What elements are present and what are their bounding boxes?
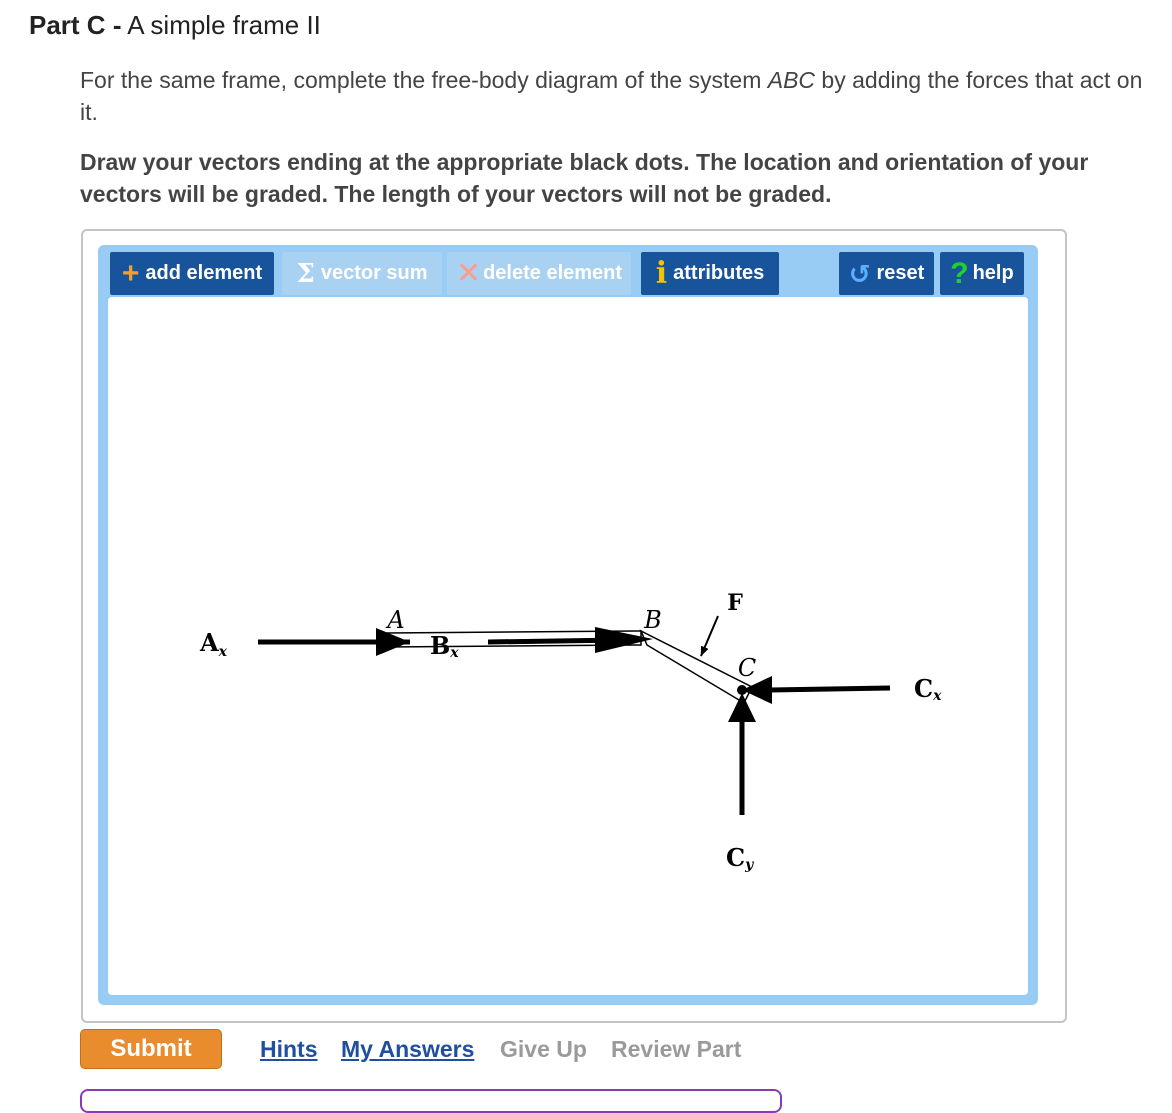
add-element-label: add element <box>145 262 263 284</box>
label-cy-main: C <box>726 843 746 872</box>
label-point-c: C <box>737 654 757 682</box>
description-after: by adding the forces that act on it. <box>80 67 1143 125</box>
label-ax-sub: x <box>218 644 227 660</box>
sigma-icon: Σ <box>296 258 315 289</box>
description-before: For the same frame, complete the free-body diagram of the system <box>80 67 768 93</box>
my-answers-link[interactable]: My Answers <box>341 1036 475 1062</box>
label-ax-main: A <box>200 628 219 657</box>
label-cx <box>914 674 942 704</box>
part-separator: - <box>112 10 122 40</box>
label-cx-main: C <box>914 674 934 703</box>
question-icon: ? <box>950 256 969 290</box>
submit-button[interactable]: Submit <box>80 1029 222 1069</box>
description-emphasis: ABC <box>767 67 816 93</box>
reset-label: reset <box>876 262 925 284</box>
vector-cx[interactable] <box>770 688 890 690</box>
label-point-b: B <box>644 606 662 634</box>
label-cy-sub: y <box>745 857 754 873</box>
label-f: F <box>727 590 743 616</box>
label-cy <box>726 843 754 873</box>
part-label: Part C <box>29 10 106 40</box>
attributes-label: attributes <box>673 262 765 284</box>
plus-icon: + <box>121 256 140 290</box>
label-ax <box>199 628 228 660</box>
hints-link[interactable]: Hints <box>260 1036 318 1062</box>
x-icon: ✕ <box>455 256 482 290</box>
vector-sum-label: vector sum <box>320 262 428 284</box>
give-up-link: Give Up <box>500 1036 587 1062</box>
vector-cy-arrowhead <box>728 693 756 722</box>
label-bx-main: B <box>430 631 451 660</box>
frame-member-bc <box>641 631 752 703</box>
vector-f <box>701 616 718 656</box>
help-label: help <box>972 262 1014 284</box>
feedback-box <box>80 1089 782 1113</box>
label-bx-sub: x <box>450 645 459 661</box>
part-name: A simple frame II <box>127 10 321 40</box>
label-cx-sub: x <box>933 688 942 704</box>
reset-icon: ↺ <box>848 258 871 289</box>
point-c-dot[interactable] <box>737 685 747 695</box>
drawing-instructions: Draw your vectors ending at the appropriate black dots. The location and orientation of your vectors will be graded. The length of your vectors will not be graded. <box>80 149 1089 207</box>
review-part-link: Review Part <box>611 1036 742 1062</box>
delete-element-label: delete element <box>483 262 623 284</box>
info-icon: i <box>655 255 668 291</box>
label-point-a: A <box>387 606 405 634</box>
